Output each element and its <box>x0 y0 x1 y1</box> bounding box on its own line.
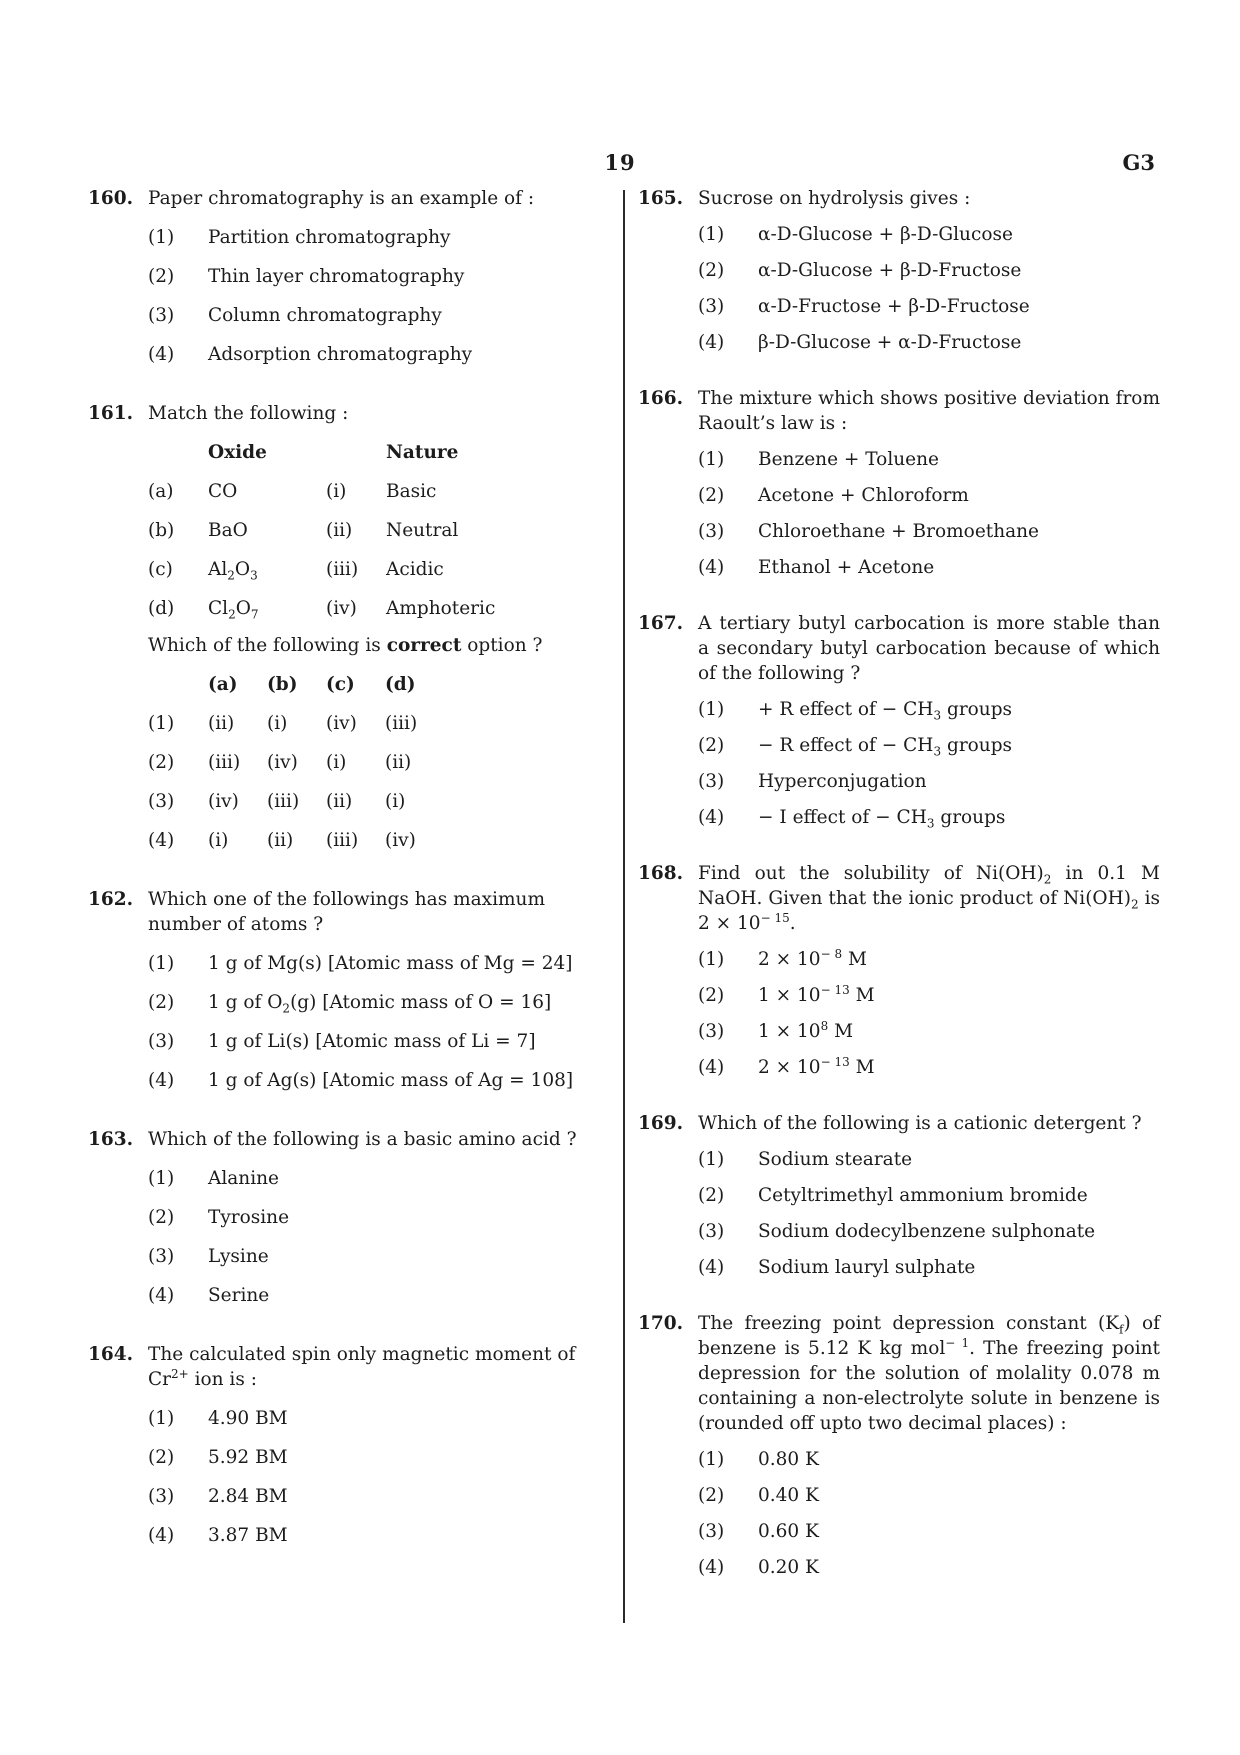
option[interactable] <box>638 947 1160 972</box>
option-text: 2.84 BM <box>208 1486 288 1507</box>
sub-question-text: option ? <box>461 635 543 656</box>
question-text-part: The calculated spin only magnetic moment of Cr <box>148 1344 576 1390</box>
answer-head: (d) <box>385 674 416 695</box>
option-text <box>758 805 1160 830</box>
question-text: The mixture which shows positive deviation from Raoult’s law is : <box>698 388 1160 434</box>
question-text-part: The freezing point depression constant (K <box>698 1313 1120 1334</box>
page-number: 19 <box>604 150 636 175</box>
question-text: Which of the following is a cationic detergent ? <box>698 1113 1142 1134</box>
option-text: Chloroethane + Bromoethane <box>758 521 1040 542</box>
option-number: (3) <box>148 1246 175 1267</box>
option-text <box>758 733 1160 758</box>
match-row <box>88 479 613 504</box>
option[interactable] <box>88 1166 613 1191</box>
option-number: (3) <box>698 1221 725 1242</box>
question-168 <box>638 861 1160 1080</box>
answer-cell: (ii) <box>326 791 353 812</box>
question-text <box>148 1342 613 1392</box>
sub-question-emphasis: correct <box>386 635 462 656</box>
option[interactable] <box>638 1183 1160 1208</box>
option-number: (3) <box>148 1031 175 1052</box>
nature-label: (iv) <box>326 598 357 619</box>
option-number: (1) <box>698 449 725 470</box>
option-number: (2) <box>148 992 175 1013</box>
option[interactable] <box>638 483 1160 508</box>
option[interactable] <box>88 828 613 853</box>
subscript: 3 <box>926 816 935 831</box>
option-number: (2) <box>698 260 725 281</box>
option-text <box>758 1055 1160 1080</box>
option-number: (3) <box>698 1021 725 1042</box>
option-number: (4) <box>148 344 175 365</box>
option-text: Alanine <box>208 1168 280 1189</box>
question-161 <box>88 401 613 853</box>
option[interactable] <box>638 294 1160 319</box>
question-text-part: Find out the solubility of Ni(OH) <box>698 863 1044 884</box>
superscript: − 13 <box>820 982 850 997</box>
option-number: (3) <box>698 771 725 792</box>
option-number: (3) <box>148 791 175 812</box>
option-text: Sodium stearate <box>758 1149 913 1170</box>
option-text: Column chromatography <box>208 305 442 326</box>
subscript: 2 <box>282 1001 291 1016</box>
option-text: Acetone + Chloroform <box>758 485 969 506</box>
option-number: (4) <box>698 1257 725 1278</box>
option-text: 3.87 BM <box>208 1525 288 1546</box>
option-number: (2) <box>148 1447 175 1468</box>
subscript: 2 <box>227 568 235 583</box>
option-text: Partition chromatography <box>208 227 451 248</box>
row-label: (c) <box>148 559 173 580</box>
answer-cell: (i) <box>267 713 288 734</box>
option-text: 1 g of Li(s) [Atomic mass of Li = 7] <box>208 1031 536 1052</box>
option[interactable] <box>638 1055 1160 1080</box>
answer-cell: (ii) <box>267 830 294 851</box>
option[interactable] <box>638 555 1160 580</box>
sub-question-text: Which of the following is <box>148 635 387 656</box>
option-text <box>758 769 1160 794</box>
option[interactable] <box>88 1205 613 1230</box>
option[interactable] <box>88 1484 613 1509</box>
formula-part: O <box>234 559 251 580</box>
answer-header <box>88 672 613 697</box>
option-text <box>758 1019 1160 1044</box>
match-row <box>88 596 613 621</box>
superscript: − 1 <box>945 1335 970 1350</box>
option[interactable] <box>638 222 1160 247</box>
question-number: 164. <box>88 1344 134 1365</box>
nature-label: (i) <box>326 481 347 502</box>
option[interactable] <box>638 733 1160 758</box>
option-text: 0.60 K <box>758 1521 819 1542</box>
option-text-part: (g) [Atomic mass of O = 16] <box>290 992 552 1013</box>
option[interactable] <box>638 330 1160 355</box>
answer-cell: (iii) <box>385 713 418 734</box>
option-text: Sodium lauryl sulphate <box>758 1257 976 1278</box>
option-text-part: groups <box>934 807 1006 828</box>
option-number: (4) <box>148 1285 175 1306</box>
oxide: CO <box>208 481 238 502</box>
option-text: 0.80 K <box>758 1449 819 1470</box>
option-text: Thin layer chromatography <box>208 266 465 287</box>
superscript: − 13 <box>820 1054 850 1069</box>
option-number: (4) <box>148 1525 175 1546</box>
question-text: Which of the following is a basic amino acid ? <box>148 1129 577 1150</box>
question-number: 165. <box>638 188 684 209</box>
option[interactable] <box>638 1019 1160 1044</box>
answer-cell: (iv) <box>385 830 416 851</box>
option-text: Adsorption chromatography <box>208 344 473 365</box>
option[interactable] <box>88 750 613 775</box>
question-text: Sucrose on hydrolysis gives : <box>698 188 971 209</box>
option[interactable] <box>638 1255 1160 1280</box>
option-text: Ethanol + Acetone <box>758 557 935 578</box>
option-text-part: 2 × 10 <box>758 1057 821 1078</box>
option-text: β-D-Glucose + α-D-Fructose <box>758 332 1022 353</box>
subscript: 3 <box>933 708 942 723</box>
question-text-part: in 0.1 M NaOH. Given that the ionic product of Ni(OH) <box>698 863 1160 909</box>
option-number: (4) <box>148 1070 175 1091</box>
question-number: 168. <box>638 863 684 884</box>
option-number: (1) <box>698 699 725 720</box>
question-text: A tertiary butyl carbocation is more stable than a secondary butyl carbocation because of which of the following ? <box>698 613 1160 684</box>
question-text-part: ) of benzene is 5.12 K kg mol <box>698 1313 1160 1359</box>
option-number: (3) <box>698 1521 725 1542</box>
option-number: (1) <box>148 713 175 734</box>
answer-cell: (i) <box>208 830 229 851</box>
question-166 <box>638 386 1160 580</box>
option-number: (3) <box>148 305 175 326</box>
option-number: (1) <box>698 1149 725 1170</box>
superscript: − 15 <box>760 910 790 925</box>
option[interactable] <box>638 697 1160 722</box>
option[interactable] <box>638 1219 1160 1244</box>
option-text: 5.92 BM <box>208 1447 288 1468</box>
option-text-part: M <box>828 1021 854 1042</box>
answer-cell: (iv) <box>267 752 298 773</box>
subscript: 2 <box>1130 897 1139 912</box>
question-160 <box>88 186 613 367</box>
option[interactable] <box>88 951 613 976</box>
option-number: (2) <box>148 1207 175 1228</box>
option[interactable] <box>88 789 613 814</box>
option-text-part: 2 × 10 <box>758 949 821 970</box>
subscript: 3 <box>933 744 942 759</box>
option-number: (4) <box>698 1557 725 1578</box>
option-text-part: groups <box>941 735 1013 756</box>
left-column <box>88 186 613 1548</box>
option[interactable] <box>88 711 613 736</box>
option-number: (1) <box>148 1168 175 1189</box>
option[interactable] <box>638 1447 1160 1472</box>
question-text <box>698 1311 1160 1436</box>
option-text: Sodium dodecylbenzene sulphonate <box>758 1221 1096 1242</box>
nature: Amphoteric <box>386 598 496 619</box>
question-number: 166. <box>638 388 684 409</box>
option-number: (4) <box>698 807 725 828</box>
answer-cell: (ii) <box>208 713 235 734</box>
answer-head: (c) <box>326 674 355 695</box>
question-number: 170. <box>638 1313 684 1334</box>
option[interactable] <box>88 342 613 367</box>
option[interactable] <box>88 1445 613 1470</box>
option[interactable] <box>638 1555 1160 1580</box>
option-number: (1) <box>698 949 725 970</box>
superscript: − 8 <box>820 946 843 961</box>
option[interactable] <box>638 447 1160 472</box>
answer-head: (a) <box>208 674 238 695</box>
set-code: G3 <box>1122 150 1155 175</box>
option-number: (1) <box>698 224 725 245</box>
subscript: 3 <box>250 568 258 583</box>
option[interactable] <box>88 1244 613 1269</box>
option-text <box>758 983 1160 1008</box>
option[interactable] <box>88 1029 613 1054</box>
option-text <box>758 697 1160 722</box>
subscript: 7 <box>250 607 259 622</box>
answer-cell: (iii) <box>208 752 241 773</box>
option-number: (4) <box>698 1057 725 1078</box>
option-text-part: Hyperconjugation <box>758 771 927 792</box>
option[interactable] <box>88 1523 613 1548</box>
question-text-part: . <box>789 913 796 934</box>
question-165 <box>638 186 1160 355</box>
question-text-part: is 2 × 10 <box>698 888 1160 934</box>
option-number: (2) <box>148 752 175 773</box>
option-text-part: groups <box>941 699 1013 720</box>
option-text: α-D-Fructose + β-D-Fructose <box>758 296 1030 317</box>
option-number: (1) <box>698 1449 725 1470</box>
option-text-part: + R effect of − CH <box>758 699 934 720</box>
option[interactable] <box>638 519 1160 544</box>
formula-part: O <box>235 598 251 619</box>
option-text: 1 g of Mg(s) [Atomic mass of Mg = 24] <box>208 953 573 974</box>
answer-cell: (ii) <box>385 752 412 773</box>
formula-part: Al <box>208 559 228 580</box>
row-label: (b) <box>148 520 175 541</box>
answer-cell: (iv) <box>326 713 357 734</box>
option-number: (4) <box>698 332 725 353</box>
nature: Acidic <box>386 559 444 580</box>
option[interactable] <box>638 805 1160 830</box>
question-text <box>698 861 1160 936</box>
option-text-part: 1 × 10 <box>758 1021 821 1042</box>
option-text <box>208 990 613 1015</box>
question-number: 167. <box>638 613 684 634</box>
option[interactable] <box>638 1147 1160 1172</box>
option-text: Serine <box>208 1285 270 1306</box>
subscript: f <box>1119 1322 1124 1337</box>
option-text: Tyrosine <box>208 1207 290 1228</box>
option[interactable] <box>88 225 613 250</box>
option-text-part: 1 × 10 <box>758 985 821 1006</box>
match-header <box>88 440 613 465</box>
question-169 <box>638 1111 1160 1280</box>
answer-cell: (iii) <box>326 830 359 851</box>
subscript: 2 <box>228 607 236 622</box>
answer-cell: (i) <box>385 791 406 812</box>
option[interactable] <box>88 990 613 1015</box>
option[interactable] <box>88 1406 613 1431</box>
option-number: (2) <box>698 1485 725 1506</box>
right-column <box>638 186 1160 1580</box>
superscript: 2+ <box>171 1366 189 1381</box>
option-number: (4) <box>148 830 175 851</box>
option-number: (2) <box>698 1185 725 1206</box>
answer-cell: (iii) <box>267 791 300 812</box>
question-text: Which one of the followings has maximum number of atoms ? <box>148 889 546 935</box>
oxide: BaO <box>208 520 248 541</box>
option-text: 4.90 BM <box>208 1408 288 1429</box>
oxide <box>208 557 326 582</box>
question-167 <box>638 611 1160 830</box>
question-164 <box>88 1342 613 1548</box>
option-number: (4) <box>698 557 725 578</box>
option-text: α-D-Glucose + β-D-Glucose <box>758 224 1013 245</box>
option-text-part: M <box>849 985 875 1006</box>
option-text: 0.40 K <box>758 1485 819 1506</box>
nature-label: (iii) <box>326 559 359 580</box>
option-number: (1) <box>148 227 175 248</box>
option[interactable] <box>638 1519 1160 1544</box>
option-text: Benzene + Toluene <box>758 449 939 470</box>
option-text: Lysine <box>208 1246 269 1267</box>
option[interactable] <box>88 264 613 289</box>
question-text-part: ion is : <box>188 1369 257 1390</box>
option-number: (3) <box>698 521 725 542</box>
option-text-part: − I effect of − CH <box>758 807 927 828</box>
option-number: (1) <box>148 953 175 974</box>
option[interactable] <box>638 258 1160 283</box>
option-text-part: 1 g of O <box>208 992 283 1013</box>
option[interactable] <box>88 1068 613 1093</box>
question-number: 169. <box>638 1113 684 1134</box>
option-text-part: − R effect of − CH <box>758 735 934 756</box>
oxide-heading: Oxide <box>208 442 267 463</box>
question-text: Match the following : <box>148 403 349 424</box>
question-number: 162. <box>88 889 134 910</box>
option[interactable] <box>88 1283 613 1308</box>
nature-heading: Nature <box>386 442 459 463</box>
question-text: Paper chromatography is an example of : <box>148 188 535 209</box>
row-label: (a) <box>148 481 174 502</box>
oxide <box>208 596 326 621</box>
option-text: Cetyltrimethyl ammonium bromide <box>758 1185 1088 1206</box>
option-number: (2) <box>698 735 725 756</box>
option-text-part: M <box>849 1057 875 1078</box>
nature-label: (ii) <box>326 520 353 541</box>
option-number: (3) <box>148 1486 175 1507</box>
question-number: 160. <box>88 188 134 209</box>
question-text-part: . The freezing point depression for the solution of molality 0.078 m containing a non-electrolyte solute in benzene is (rounded off upto two decimal places) : <box>698 1338 1160 1434</box>
match-row <box>88 557 613 582</box>
nature: Neutral <box>386 520 459 541</box>
option[interactable] <box>638 1483 1160 1508</box>
sub-question <box>148 633 613 658</box>
option[interactable] <box>638 983 1160 1008</box>
option-number: (2) <box>698 485 725 506</box>
option-number: (3) <box>698 296 725 317</box>
option-text: 1 g of Ag(s) [Atomic mass of Ag = 108] <box>208 1070 574 1091</box>
formula-part: Cl <box>208 598 229 619</box>
question-162 <box>88 887 613 1093</box>
option-text: 0.20 K <box>758 1557 819 1578</box>
option[interactable] <box>638 769 1160 794</box>
row-label: (d) <box>148 598 175 619</box>
answer-cell: (i) <box>326 752 347 773</box>
answer-head: (b) <box>267 674 298 695</box>
option-text <box>758 947 1160 972</box>
question-number: 161. <box>88 403 134 424</box>
option-number: (2) <box>148 266 175 287</box>
question-163 <box>88 1127 613 1308</box>
option-text: α-D-Glucose + β-D-Fructose <box>758 260 1022 281</box>
nature: Basic <box>386 481 437 502</box>
option[interactable] <box>88 303 613 328</box>
option-number: (2) <box>698 985 725 1006</box>
question-number: 163. <box>88 1129 134 1150</box>
column-divider <box>623 190 625 1623</box>
match-row <box>88 518 613 543</box>
question-170 <box>638 1311 1160 1580</box>
answer-cell: (iv) <box>208 791 239 812</box>
superscript: 8 <box>820 1018 829 1033</box>
option-text-part: M <box>842 949 867 970</box>
subscript: 2 <box>1043 872 1052 887</box>
option-number: (1) <box>148 1408 175 1429</box>
